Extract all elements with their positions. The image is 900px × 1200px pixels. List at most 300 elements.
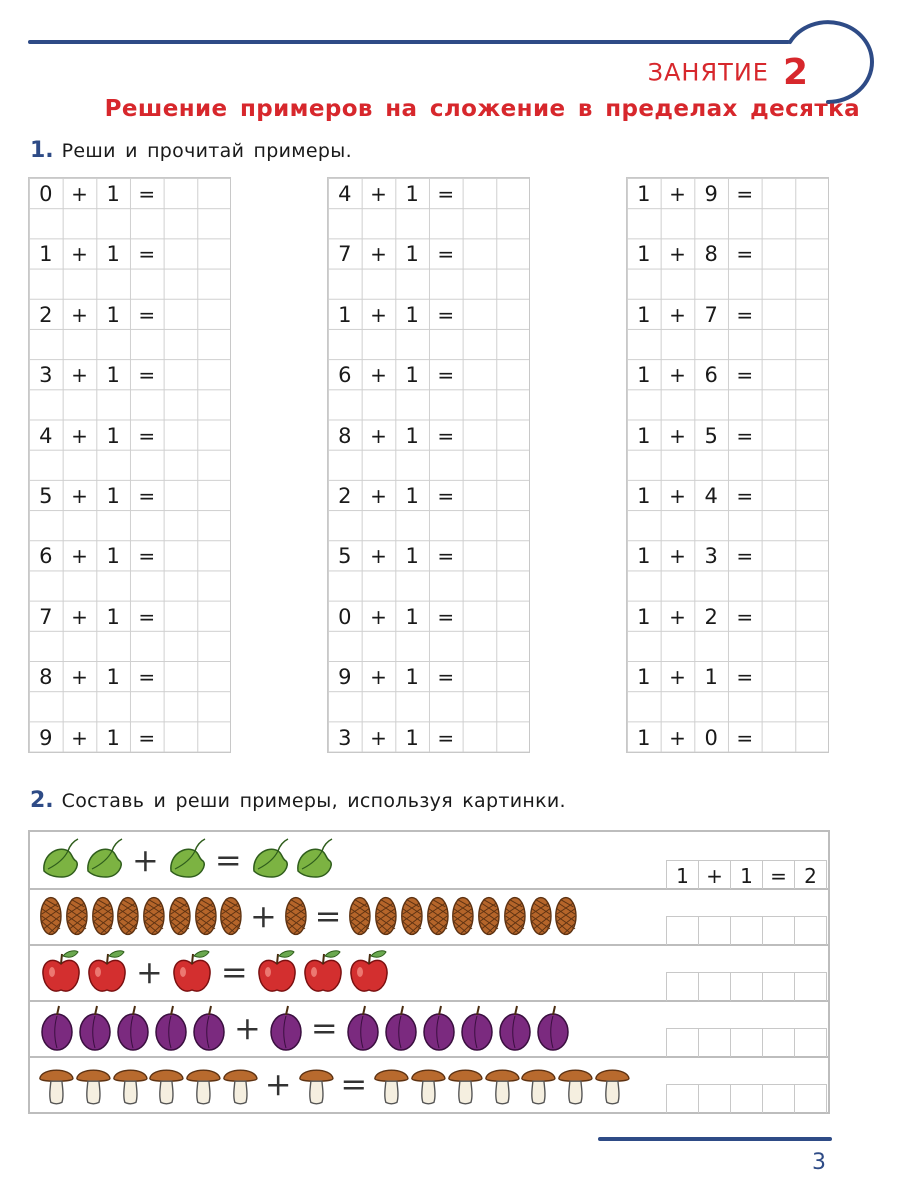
answer-cell[interactable] <box>667 1085 699 1113</box>
pinecone-icon <box>373 892 399 940</box>
number: 8 <box>704 242 718 267</box>
apple-icon <box>84 948 130 996</box>
pinecone-icon <box>115 892 141 940</box>
page-number: 3 <box>812 1150 826 1175</box>
number: 1 <box>106 182 120 206</box>
answer-cell[interactable] <box>667 973 699 1001</box>
example-row <box>29 601 197 631</box>
answer-cell[interactable] <box>762 722 796 752</box>
answer-cell[interactable] <box>463 661 497 691</box>
pinecone-icon <box>476 892 502 940</box>
answer-cell[interactable] <box>463 480 497 510</box>
example-row <box>29 661 197 691</box>
plum-icon <box>534 1004 572 1052</box>
plus-sign: + <box>71 363 88 388</box>
answer-cell[interactable]: 1 <box>667 861 699 889</box>
number: 7 <box>338 242 352 267</box>
number: 1 <box>405 544 419 569</box>
equals-sign: = <box>736 302 754 327</box>
pinecone-icon <box>425 892 451 940</box>
number: 0 <box>704 725 718 750</box>
number: 1 <box>405 725 419 750</box>
answer-cell[interactable] <box>164 238 198 268</box>
answer-cell[interactable] <box>731 917 763 945</box>
answer-cell[interactable] <box>731 1029 763 1057</box>
example-row <box>29 480 197 510</box>
picture-equation <box>38 890 579 942</box>
number: 1 <box>637 604 651 629</box>
answer-cell[interactable] <box>731 973 763 1001</box>
equals-sign: = <box>437 725 455 750</box>
plus-sign: + <box>370 725 387 750</box>
answer-grid <box>666 916 827 945</box>
bottom-rule <box>598 1137 832 1141</box>
lesson-word: ЗАНЯТИЕ <box>647 58 769 87</box>
example-row <box>328 359 496 389</box>
plus-sign: + <box>136 953 163 991</box>
number: 1 <box>405 604 419 629</box>
answer-cell[interactable] <box>164 540 198 570</box>
equals-sign: = <box>310 1009 338 1047</box>
plus-sign: + <box>370 484 387 508</box>
number: 0 <box>39 182 53 206</box>
equals-sign: = <box>437 182 455 206</box>
number: 6 <box>704 363 718 388</box>
answer-cell[interactable] <box>762 480 796 510</box>
leaf-icon <box>38 837 82 883</box>
picture-equation <box>38 946 392 998</box>
plus-sign: + <box>71 725 88 750</box>
answer-grid <box>666 972 827 1001</box>
answer-cell[interactable] <box>164 601 198 631</box>
plus-sign: + <box>71 544 88 569</box>
example-row <box>627 420 795 450</box>
answer-cell[interactable] <box>795 1085 827 1113</box>
number: 7 <box>39 604 53 629</box>
equals-sign: = <box>214 841 242 879</box>
equals-sign: = <box>736 665 754 690</box>
plus-sign: + <box>669 604 686 629</box>
pinecone-icon <box>502 892 528 940</box>
answer-cell[interactable] <box>795 1029 827 1057</box>
example-row <box>627 661 795 691</box>
answer-cell[interactable] <box>463 238 497 268</box>
number: 1 <box>39 242 53 267</box>
equals-sign: = <box>736 363 754 388</box>
pinecone-icon <box>399 892 425 940</box>
number: 1 <box>637 423 651 448</box>
number: 1 <box>637 544 651 569</box>
plus-sign: + <box>669 242 686 267</box>
number: 7 <box>704 302 718 327</box>
answer-cell[interactable] <box>463 299 497 329</box>
answer-cell[interactable] <box>164 722 198 752</box>
examples-column-3 <box>626 177 829 753</box>
number: 1 <box>106 363 120 388</box>
equals-sign: = <box>340 1065 368 1103</box>
number: 0 <box>338 604 352 629</box>
pinecone-icon <box>90 892 116 940</box>
answer-cell[interactable] <box>763 917 795 945</box>
plus-sign: + <box>71 423 88 448</box>
task-1-text: Реши и прочитай примеры. <box>61 140 352 162</box>
plus-sign: + <box>370 544 387 569</box>
answer-grid <box>666 860 827 889</box>
number: 1 <box>106 544 120 569</box>
number: 1 <box>637 182 651 206</box>
picture-examples-box <box>28 830 830 1114</box>
equals-sign: = <box>138 242 156 267</box>
answer-cell[interactable] <box>164 178 198 208</box>
mushroom-icon <box>75 1060 112 1108</box>
plus-sign: + <box>669 665 686 690</box>
answer-cell[interactable] <box>463 601 497 631</box>
equals-sign: = <box>437 484 455 508</box>
number: 1 <box>704 665 718 690</box>
plus-sign: + <box>669 302 686 327</box>
plus-sign: + <box>669 423 686 448</box>
answer-cell[interactable] <box>164 299 198 329</box>
mushroom-icon <box>447 1060 484 1108</box>
answer-cell[interactable] <box>731 1085 763 1113</box>
answer-cell[interactable]: 2 <box>795 861 827 889</box>
plus-sign: + <box>669 725 686 750</box>
mushroom-icon <box>410 1060 447 1108</box>
answer-cell[interactable] <box>699 1029 731 1057</box>
task-1-number: 1. <box>30 138 54 163</box>
plus-sign: + <box>370 423 387 448</box>
picture-row <box>30 888 828 946</box>
picture-row <box>30 1000 828 1058</box>
equals-sign: = <box>736 544 754 569</box>
example-row <box>627 238 795 268</box>
apple-icon <box>38 948 84 996</box>
number: 4 <box>704 484 718 508</box>
number: 1 <box>637 725 651 750</box>
number: 1 <box>106 604 120 629</box>
number: 1 <box>405 423 419 448</box>
equals-sign: = <box>736 423 754 448</box>
top-rule <box>28 40 790 44</box>
pinecone-icon <box>283 892 309 940</box>
number: 1 <box>405 665 419 690</box>
answer-cell[interactable] <box>164 359 198 389</box>
plus-sign: + <box>370 363 387 388</box>
answer-cell[interactable]: + <box>699 861 731 889</box>
picture-row <box>30 832 828 890</box>
example-row <box>29 540 197 570</box>
task-2-number: 2. <box>30 788 54 813</box>
pinecone-icon <box>38 892 64 940</box>
example-row <box>328 661 496 691</box>
apple-icon <box>169 948 215 996</box>
lesson-number: 2 <box>782 52 808 93</box>
number: 8 <box>39 665 53 690</box>
number: 3 <box>338 725 352 750</box>
plus-sign: + <box>669 484 686 508</box>
number: 2 <box>338 484 352 508</box>
pinecone-icon <box>528 892 554 940</box>
equals-sign: = <box>736 182 754 206</box>
pinecone-icon <box>347 892 373 940</box>
answer-cell[interactable] <box>667 1029 699 1057</box>
answer-cell[interactable] <box>762 238 796 268</box>
example-row <box>627 722 795 752</box>
plum-icon <box>458 1004 496 1052</box>
answer-cell[interactable] <box>762 299 796 329</box>
answer-cell[interactable] <box>699 1085 731 1113</box>
equals-sign: = <box>437 423 455 448</box>
number: 1 <box>637 302 651 327</box>
example-row <box>29 722 197 752</box>
answer-grid <box>666 1028 827 1057</box>
plum-icon <box>420 1004 458 1052</box>
number: 8 <box>338 423 352 448</box>
mushroom-icon <box>148 1060 185 1108</box>
mushroom-icon <box>594 1060 631 1108</box>
equals-sign: = <box>138 363 156 388</box>
plus-sign: + <box>71 484 88 508</box>
pinecone-icon <box>167 892 193 940</box>
number: 1 <box>637 665 651 690</box>
answer-cell[interactable] <box>463 359 497 389</box>
mushroom-icon <box>298 1060 335 1108</box>
number: 1 <box>405 182 419 206</box>
answer-cell[interactable] <box>763 1085 795 1113</box>
plum-icon <box>76 1004 114 1052</box>
equals-sign: = <box>220 953 248 991</box>
plus-sign: + <box>669 544 686 569</box>
answer-cell[interactable] <box>164 420 198 450</box>
equals-sign: = <box>138 725 156 750</box>
number: 1 <box>106 302 120 327</box>
picture-equation <box>38 1058 631 1110</box>
equals-sign: = <box>138 484 156 508</box>
apple-icon <box>300 948 346 996</box>
answer-cell[interactable] <box>763 973 795 1001</box>
example-row <box>627 359 795 389</box>
leaf-icon <box>82 837 126 883</box>
plum-icon <box>38 1004 76 1052</box>
answer-grid <box>666 1084 827 1113</box>
mushroom-icon <box>557 1060 594 1108</box>
answer-cell[interactable] <box>762 359 796 389</box>
mushroom-icon <box>484 1060 521 1108</box>
apple-icon <box>346 948 392 996</box>
answer-cell[interactable] <box>463 178 497 208</box>
picture-row <box>30 1056 828 1112</box>
plus-sign: + <box>370 302 387 327</box>
leaf-icon <box>248 837 292 883</box>
equals-sign: = <box>138 423 156 448</box>
pinecone-icon <box>450 892 476 940</box>
mushroom-icon <box>520 1060 557 1108</box>
equals-sign: = <box>736 484 754 508</box>
examples-column-2 <box>327 177 530 753</box>
answer-cell[interactable] <box>762 420 796 450</box>
equals-sign: = <box>437 544 455 569</box>
plus-sign: + <box>71 182 88 206</box>
equals-sign: = <box>138 182 156 206</box>
answer-cell[interactable] <box>762 178 796 208</box>
answer-cell[interactable] <box>667 917 699 945</box>
mushroom-icon <box>112 1060 149 1108</box>
equals-sign: = <box>736 242 754 267</box>
example-row <box>328 299 496 329</box>
number: 4 <box>338 182 352 206</box>
number: 1 <box>637 484 651 508</box>
answer-cell[interactable] <box>762 661 796 691</box>
answer-cell[interactable] <box>762 601 796 631</box>
task-1 <box>30 138 352 163</box>
equals-sign: = <box>314 897 342 935</box>
mushroom-icon <box>222 1060 259 1108</box>
plus-sign: + <box>370 182 387 206</box>
equals-sign: = <box>736 604 754 629</box>
number: 1 <box>106 484 120 508</box>
number: 3 <box>704 544 718 569</box>
answer-cell[interactable] <box>164 661 198 691</box>
equals-sign: = <box>437 665 455 690</box>
equals-sign: = <box>437 363 455 388</box>
plum-icon <box>114 1004 152 1052</box>
pinecone-icon <box>141 892 167 940</box>
pinecone-icon <box>218 892 244 940</box>
example-row <box>328 238 496 268</box>
example-row <box>29 359 197 389</box>
example-row <box>627 299 795 329</box>
number: 1 <box>106 665 120 690</box>
plum-icon <box>382 1004 420 1052</box>
example-row <box>328 178 496 208</box>
pinecone-icon <box>193 892 219 940</box>
number: 6 <box>338 363 352 388</box>
example-row <box>627 178 795 208</box>
number: 2 <box>39 302 53 327</box>
answer-cell[interactable] <box>699 917 731 945</box>
example-row <box>29 238 197 268</box>
number: 4 <box>39 423 53 448</box>
number: 5 <box>338 544 352 569</box>
plum-icon <box>496 1004 534 1052</box>
number: 9 <box>338 665 352 690</box>
plus-sign: + <box>370 242 387 267</box>
number: 9 <box>39 725 53 750</box>
example-row <box>29 420 197 450</box>
plus-sign: + <box>71 302 88 327</box>
leaf-icon <box>165 837 209 883</box>
number: 1 <box>405 484 419 508</box>
number: 2 <box>704 604 718 629</box>
task-2-text: Составь и реши примеры, используя картинки. <box>61 790 566 812</box>
answer-cell[interactable] <box>463 540 497 570</box>
plus-sign: + <box>264 1065 292 1103</box>
leaf-icon <box>292 837 336 883</box>
equals-sign: = <box>437 302 455 327</box>
plus-sign: + <box>669 363 686 388</box>
number: 1 <box>106 423 120 448</box>
number: 3 <box>39 363 53 388</box>
number: 1 <box>338 302 352 327</box>
pinecone-icon <box>553 892 579 940</box>
lesson-header <box>648 52 808 93</box>
answer-cell[interactable] <box>762 540 796 570</box>
mushroom-icon <box>185 1060 222 1108</box>
picture-equation <box>38 834 336 886</box>
example-row <box>627 540 795 570</box>
number: 5 <box>704 423 718 448</box>
plus-sign: + <box>132 841 159 879</box>
example-row <box>627 601 795 631</box>
number: 1 <box>637 242 651 267</box>
plus-sign: + <box>250 897 277 935</box>
pinecone-icon <box>64 892 90 940</box>
answer-cell[interactable] <box>463 722 497 752</box>
answer-cell[interactable] <box>795 917 827 945</box>
equals-sign: = <box>138 544 156 569</box>
plum-icon <box>344 1004 382 1052</box>
mushroom-icon <box>38 1060 75 1108</box>
equals-sign: = <box>138 604 156 629</box>
plum-icon <box>190 1004 228 1052</box>
example-row <box>29 178 197 208</box>
plus-sign: + <box>234 1009 261 1047</box>
answer-cell[interactable] <box>699 973 731 1001</box>
examples-column-1 <box>28 177 231 753</box>
plus-sign: + <box>370 665 387 690</box>
picture-equation <box>38 1002 572 1054</box>
answer-cell[interactable]: = <box>763 861 795 889</box>
example-row <box>29 299 197 329</box>
answer-cell[interactable] <box>463 420 497 450</box>
example-row <box>328 601 496 631</box>
number: 1 <box>405 363 419 388</box>
plus-sign: + <box>370 604 387 629</box>
number: 9 <box>704 182 718 206</box>
answer-cell[interactable]: 1 <box>731 861 763 889</box>
picture-row <box>30 944 828 1002</box>
equals-sign: = <box>138 665 156 690</box>
number: 1 <box>637 363 651 388</box>
equals-sign: = <box>437 604 455 629</box>
number: 1 <box>106 725 120 750</box>
example-row <box>328 480 496 510</box>
answer-cell[interactable] <box>763 1029 795 1057</box>
equals-sign: = <box>138 302 156 327</box>
number: 1 <box>405 302 419 327</box>
number: 1 <box>405 242 419 267</box>
plus-sign: + <box>71 604 88 629</box>
number: 6 <box>39 544 53 569</box>
equals-sign: = <box>437 242 455 267</box>
plus-sign: + <box>71 242 88 267</box>
number: 1 <box>106 242 120 267</box>
example-row <box>328 722 496 752</box>
plus-sign: + <box>71 665 88 690</box>
example-row <box>328 540 496 570</box>
answer-cell[interactable] <box>164 480 198 510</box>
equals-sign: = <box>736 725 754 750</box>
number: 5 <box>39 484 53 508</box>
example-row <box>627 480 795 510</box>
page-title: Решение примеров на сложение в пределах десятка <box>104 96 860 122</box>
plum-icon <box>152 1004 190 1052</box>
mushroom-icon <box>373 1060 410 1108</box>
plus-sign: + <box>669 182 686 206</box>
task-2 <box>30 788 566 813</box>
plum-icon <box>267 1004 305 1052</box>
answer-cell[interactable] <box>795 973 827 1001</box>
